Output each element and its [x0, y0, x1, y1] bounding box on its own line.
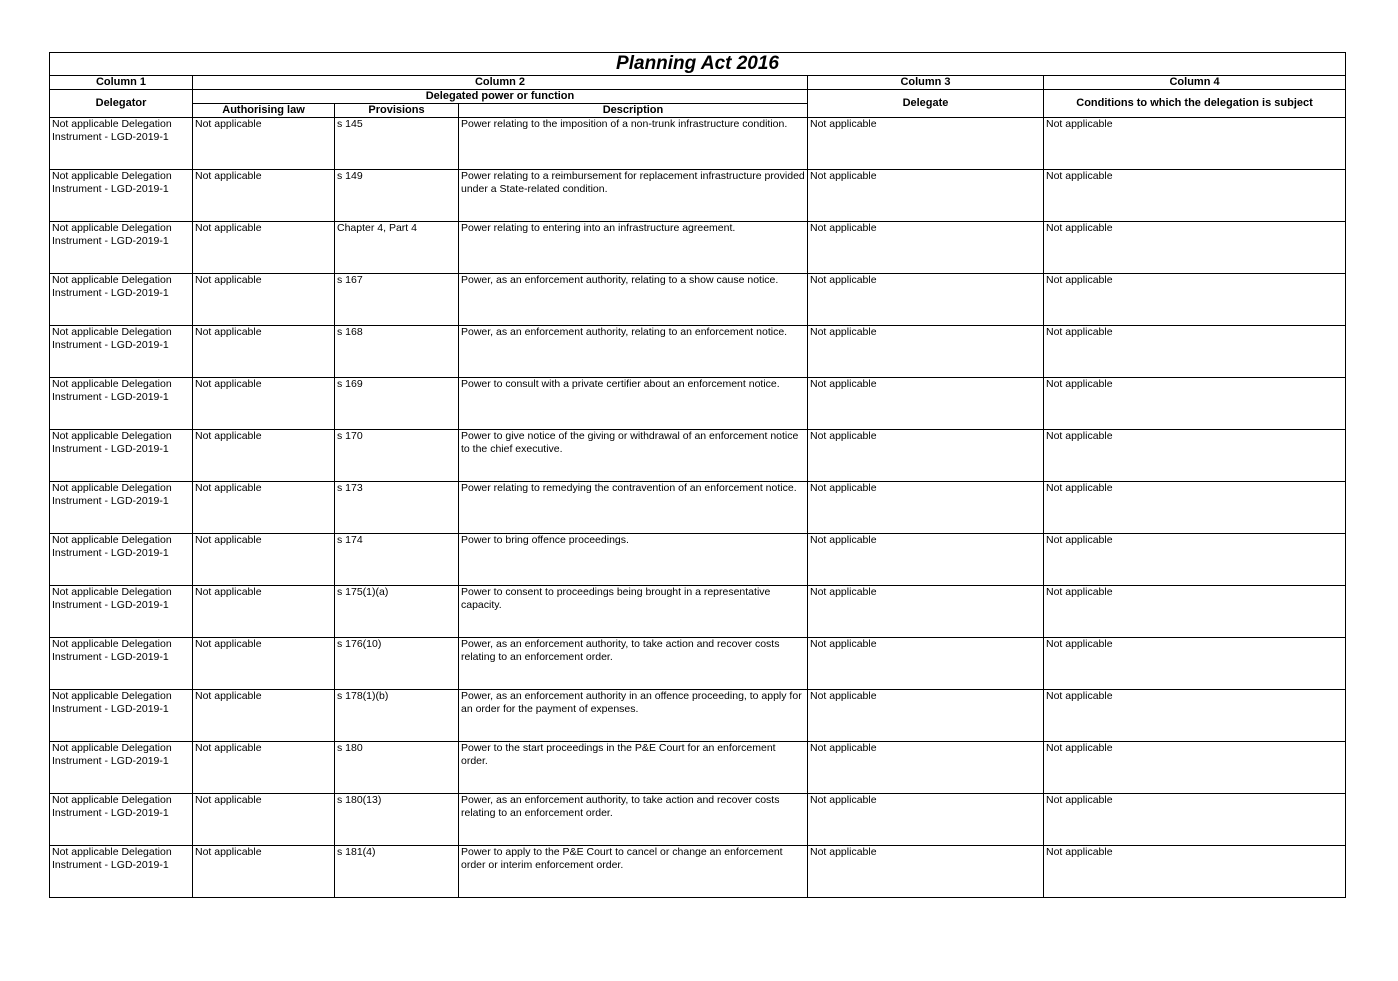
description-cell: Power, as an enforcement authority, to take action and recover costs relating to an enforcement order.: [459, 794, 808, 846]
authorising-law-cell: Not applicable: [193, 170, 335, 222]
description-cell: Power to consent to proceedings being brought in a representative capacity.: [459, 586, 808, 638]
delegate-cell: Not applicable: [808, 638, 1044, 690]
description-cell: Power, as an enforcement authority, relating to an enforcement notice.: [459, 326, 808, 378]
conditions-cell: Not applicable: [1044, 222, 1346, 274]
delegate-cell: Not applicable: [808, 274, 1044, 326]
delegator-cell: Not applicable Delegation Instrument - LGD-2019-1: [50, 326, 193, 378]
table-row: [50, 118, 1346, 170]
delegator-cell: Not applicable Delegation Instrument - LGD-2019-1: [50, 586, 193, 638]
provisions-cell: s 145: [335, 118, 459, 170]
conditions-cell: Not applicable: [1044, 170, 1346, 222]
table-row: [50, 222, 1346, 274]
provisions-cell: s 173: [335, 482, 459, 534]
table-row: [50, 326, 1346, 378]
authorising-law-cell: Not applicable: [193, 846, 335, 898]
table-row: [50, 742, 1346, 794]
title-text: Planning Act 2016: [616, 53, 780, 74]
provisions-cell: s 174: [335, 534, 459, 586]
delegate-cell: Not applicable: [808, 586, 1044, 638]
table-row: [50, 430, 1346, 482]
authorising-law-cell: Not applicable: [193, 118, 335, 170]
table-row: [50, 690, 1346, 742]
table-row: [50, 586, 1346, 638]
conditions-cell: Not applicable: [1044, 690, 1346, 742]
conditions-cell: Not applicable: [1044, 430, 1346, 482]
provisions-cell: s 169: [335, 378, 459, 430]
provisions-cell: Chapter 4, Part 4: [335, 222, 459, 274]
header-delegate: Delegate: [808, 90, 1044, 118]
description-cell: Power relating to the imposition of a non-trunk infrastructure condition.: [459, 118, 808, 170]
delegate-cell: Not applicable: [808, 378, 1044, 430]
conditions-cell: Not applicable: [1044, 482, 1346, 534]
conditions-cell: Not applicable: [1044, 794, 1346, 846]
delegator-cell: Not applicable Delegation Instrument - LGD-2019-1: [50, 482, 193, 534]
table-row: [50, 794, 1346, 846]
delegator-cell: Not applicable Delegation Instrument - LGD-2019-1: [50, 846, 193, 898]
authorising-law-cell: Not applicable: [193, 430, 335, 482]
description-cell: Power relating to remedying the contravention of an enforcement notice.: [459, 482, 808, 534]
table-row: [50, 846, 1346, 898]
header-delegated-power: Delegated power or function: [193, 90, 808, 104]
description-cell: Power, as an enforcement authority in an offence proceeding, to apply for an order for the payment of expenses.: [459, 690, 808, 742]
delegate-cell: Not applicable: [808, 326, 1044, 378]
header-description: Description: [459, 104, 808, 118]
delegate-cell: Not applicable: [808, 222, 1044, 274]
conditions-cell: Not applicable: [1044, 846, 1346, 898]
authorising-law-cell: Not applicable: [193, 534, 335, 586]
description-cell: Power relating to a reimbursement for replacement infrastructure provided under a State-related condition.: [459, 170, 808, 222]
header-delegator: Delegator: [50, 90, 193, 118]
provisions-cell: s 149: [335, 170, 459, 222]
authorising-law-cell: Not applicable: [193, 586, 335, 638]
delegate-cell: Not applicable: [808, 430, 1044, 482]
description-cell: Power to give notice of the giving or withdrawal of an enforcement notice to the chief executive.: [459, 430, 808, 482]
delegator-cell: Not applicable Delegation Instrument - LGD-2019-1: [50, 794, 193, 846]
provisions-cell: s 170: [335, 430, 459, 482]
delegate-cell: Not applicable: [808, 170, 1044, 222]
conditions-cell: Not applicable: [1044, 118, 1346, 170]
conditions-cell: Not applicable: [1044, 586, 1346, 638]
provisions-cell: s 168: [335, 326, 459, 378]
delegator-cell: Not applicable Delegation Instrument - LGD-2019-1: [50, 378, 193, 430]
table-row: [50, 274, 1346, 326]
conditions-cell: Not applicable: [1044, 534, 1346, 586]
table-row: [50, 638, 1346, 690]
delegator-cell: Not applicable Delegation Instrument - LGD-2019-1: [50, 118, 193, 170]
table-body: [50, 118, 1346, 898]
authorising-law-cell: Not applicable: [193, 742, 335, 794]
authorising-law-cell: Not applicable: [193, 378, 335, 430]
table-title: [50, 53, 1346, 76]
conditions-cell: Not applicable: [1044, 274, 1346, 326]
delegator-cell: Not applicable Delegation Instrument - LGD-2019-1: [50, 222, 193, 274]
delegator-cell: Not applicable Delegation Instrument - LGD-2019-1: [50, 690, 193, 742]
delegator-cell: Not applicable Delegation Instrument - LGD-2019-1: [50, 274, 193, 326]
authorising-law-cell: Not applicable: [193, 690, 335, 742]
delegate-cell: Not applicable: [808, 794, 1044, 846]
header-column3: Column 3: [808, 76, 1044, 90]
conditions-cell: Not applicable: [1044, 742, 1346, 794]
header-conditions: Conditions to which the delegation is subject: [1044, 90, 1346, 118]
delegate-cell: Not applicable: [808, 846, 1044, 898]
provisions-cell: s 178(1)(b): [335, 690, 459, 742]
provisions-cell: s 180: [335, 742, 459, 794]
delegate-cell: Not applicable: [808, 482, 1044, 534]
conditions-cell: Not applicable: [1044, 638, 1346, 690]
delegator-cell: Not applicable Delegation Instrument - LGD-2019-1: [50, 638, 193, 690]
description-cell: Power, as an enforcement authority, to take action and recover costs relating to an enforcement order.: [459, 638, 808, 690]
table-row: [50, 534, 1346, 586]
authorising-law-cell: Not applicable: [193, 274, 335, 326]
delegate-cell: Not applicable: [808, 534, 1044, 586]
description-cell: Power to apply to the P&E Court to cancel or change an enforcement order or interim enforcement order.: [459, 846, 808, 898]
provisions-cell: s 180(13): [335, 794, 459, 846]
authorising-law-cell: Not applicable: [193, 794, 335, 846]
provisions-cell: s 175(1)(a): [335, 586, 459, 638]
conditions-cell: Not applicable: [1044, 326, 1346, 378]
header-column4: Column 4: [1044, 76, 1346, 90]
description-cell: Power relating to entering into an infrastructure agreement.: [459, 222, 808, 274]
delegation-table: [49, 52, 1346, 898]
table-row: [50, 170, 1346, 222]
delegate-cell: Not applicable: [808, 118, 1044, 170]
delegator-cell: Not applicable Delegation Instrument - LGD-2019-1: [50, 534, 193, 586]
header-column2: Column 2: [193, 76, 808, 90]
delegator-cell: Not applicable Delegation Instrument - LGD-2019-1: [50, 430, 193, 482]
provisions-cell: s 167: [335, 274, 459, 326]
delegator-cell: Not applicable Delegation Instrument - LGD-2019-1: [50, 170, 193, 222]
delegate-cell: Not applicable: [808, 742, 1044, 794]
conditions-cell: Not applicable: [1044, 378, 1346, 430]
header-provisions: Provisions: [335, 104, 459, 118]
delegate-cell: Not applicable: [808, 690, 1044, 742]
header-column1: Column 1: [50, 76, 193, 90]
table-row: [50, 378, 1346, 430]
authorising-law-cell: Not applicable: [193, 482, 335, 534]
provisions-cell: s 181(4): [335, 846, 459, 898]
provisions-cell: s 176(10): [335, 638, 459, 690]
description-cell: Power to bring offence proceedings.: [459, 534, 808, 586]
description-cell: Power to the start proceedings in the P&E Court for an enforcement order.: [459, 742, 808, 794]
authorising-law-cell: Not applicable: [193, 222, 335, 274]
description-cell: Power, as an enforcement authority, relating to a show cause notice.: [459, 274, 808, 326]
header-authorising-law: Authorising law: [193, 104, 335, 118]
description-cell: Power to consult with a private certifier about an enforcement notice.: [459, 378, 808, 430]
authorising-law-cell: Not applicable: [193, 326, 335, 378]
table-row: [50, 482, 1346, 534]
authorising-law-cell: Not applicable: [193, 638, 335, 690]
delegator-cell: Not applicable Delegation Instrument - LGD-2019-1: [50, 742, 193, 794]
